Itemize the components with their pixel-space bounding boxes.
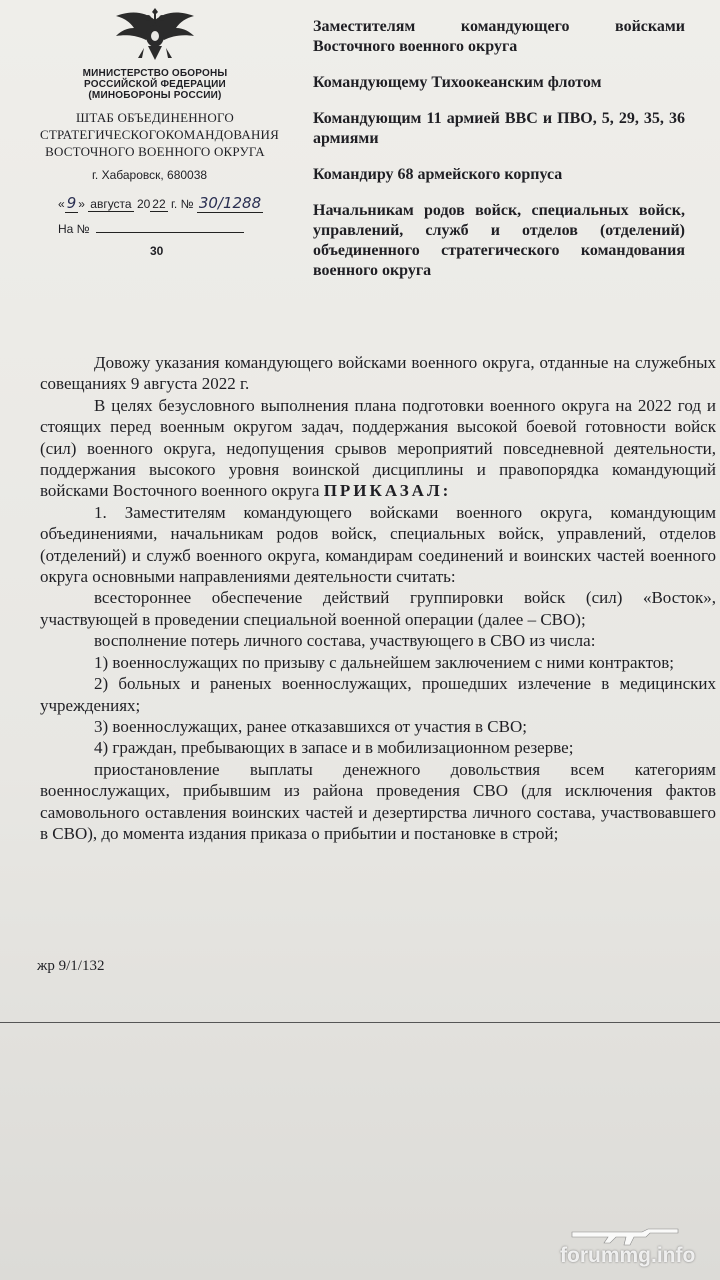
ministry-line-1: МИНИСТЕРСТВО ОБОРОНЫ [82, 68, 228, 79]
ministry-line-3: (МИНОБОРОНЫ РОССИИ) [88, 90, 222, 101]
reference-label: На № [58, 222, 90, 236]
addressees-block [313, 17, 685, 297]
addressee-4: Командиру 68 армейского корпуса [313, 166, 563, 183]
quote-close: » [78, 197, 85, 211]
hq-line-1: ШТАБ ОБЪЕДИНЕННОГО [76, 110, 234, 125]
sub-item-4: 4) граждан, пребывающих в запасе и в мобилизационном резерве; [94, 738, 574, 758]
direction-suspend-pay: приостановление выплаты денежного довольствия всем категориям военнослужащих, прибывшим из района проведения СВО (для исключения фактов самовольного оставления воинских частей и дезертирства личного состава, участвовавшего в СВО), до момента издания приказа о прибытии и постановке в строй; [40, 759, 716, 843]
organization-block [40, 68, 280, 160]
year-prefix: 20 [136, 197, 151, 211]
sub-item-1: 1) военнослужащих по призыву с дальнейшем заключением с ними контрактов; [94, 652, 675, 672]
body-intro: Довожу указания командующего войсками военного округа, отданные на служебных совещаниях 9 августа 2022 г. [40, 353, 716, 394]
double-headed-eagle-emblem-icon [110, 2, 200, 64]
addressee-3: Командующим 11 армией ВВС и ПВО, 5, 29, 35, 36 армиями [313, 110, 685, 147]
document-body [40, 352, 716, 844]
date-day: 9 [66, 194, 77, 212]
body-purpose [40, 395, 716, 502]
copy-number: 30 [150, 244, 164, 258]
purpose-text: В целях безусловного выполнения плана подготовки военного округа на 2022 год и стоящих перед военным округом задач, поддержания высокой боевой готовности войск (сил) военного округа, недопущения срывов мероприятий повседневной деятельности, поддержания высокого уровня воинской дисциплины и правопорядка командующий войсками Восточного военного округа [40, 395, 716, 501]
hq-line-2: СТРАТЕГИЧЕСКОГОКОМАНДОВАНИЯ [40, 127, 280, 142]
city-address: г. Хабаровск, 680038 [92, 168, 208, 182]
rifle-icon [570, 1224, 680, 1246]
watermark-text: forummg.info [560, 1244, 696, 1267]
hq-line-3: ВОСТОЧНОГО ВОЕННОГО ОКРУГА [45, 144, 265, 159]
direction-replenish: восполнение потерь личного состава, участвующего в СВО из числа: [94, 631, 596, 651]
order-item-1: 1. Заместителям командующего войсками военного округа, командующим объединениями, начальникам родов войск, специальных войск, управлений, отделов (отделений) и служб военного округа, командирам соединений и воинских частей военного округа основными направлениями деятельности считать: [40, 502, 716, 587]
year-suffix: 22 [152, 197, 166, 211]
quote-open: « [58, 197, 65, 211]
addressee-5: Начальникам родов войск, специальных войск, управлений, служб и отделов (отделений) объединенного стратегического командования военного округа [313, 202, 685, 279]
number-label: № [180, 197, 194, 211]
sub-item-2: 2) больных и раненых военнослужащих, прошедших излечение в медицинских учреждениях; [40, 674, 716, 715]
watermark [560, 1222, 720, 1274]
page-divider [0, 1022, 720, 1023]
ministry-line-2: РОССИЙСКОЙ ФЕДЕРАЦИИ [84, 79, 226, 90]
reference-blank [96, 232, 244, 233]
sub-item-3: 3) военнослужащих, ранее отказавшихся от участия в СВО; [94, 716, 527, 736]
direction-support: всестороннее обеспечение действий группировки войск (сил) «Восток», участвующей в проведении специальной военной операции (далее – СВО); [40, 588, 716, 629]
date-month: августа [90, 197, 132, 211]
addressee-2: Командующему Тихоокеанским флотом [313, 74, 602, 91]
date-line [58, 194, 263, 213]
order-word: ПРИКАЗАЛ: [323, 481, 452, 501]
addressee-1: Заместителям командующего войсками Восточного военного округа [313, 18, 685, 55]
document-number: 30/1288 [198, 194, 262, 212]
year-g: г. [171, 197, 178, 211]
hq-block [40, 109, 280, 160]
reference-line [58, 222, 244, 236]
footer-code: жр 9/1/132 [37, 958, 105, 974]
